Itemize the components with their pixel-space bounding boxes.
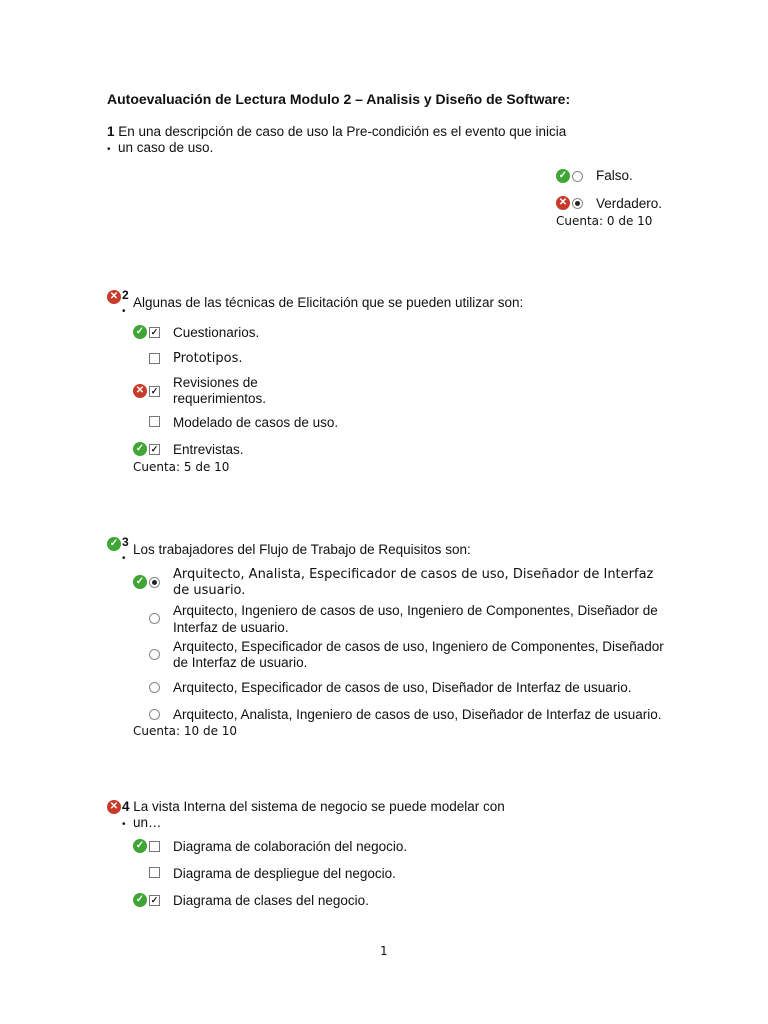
option-label: Diagrama de despliegue del negocio. <box>173 866 396 881</box>
page-number: 1 <box>380 944 388 958</box>
question-text: Algunas de las técnicas de Elicitación que se pueden utilizar son: <box>133 295 524 310</box>
option-label: Arquitecto, Especificador de casos de uso, Diseñador de Interfaz de usuario. <box>173 680 632 695</box>
checkbox-prototipos[interactable] <box>149 353 160 364</box>
check-circle-icon: ✓ <box>133 575 147 589</box>
checkbox-clases[interactable]: ✓ <box>150 895 159 905</box>
radio-option-3[interactable] <box>149 649 160 660</box>
option-label: Modelado de casos de uso. <box>173 415 339 430</box>
option-label: Entrevistas. <box>173 442 244 457</box>
option-label: Prototipos. <box>173 351 243 366</box>
checkbox-revisiones[interactable]: ✓ <box>150 386 159 396</box>
check-circle-icon: ✓ <box>133 893 147 907</box>
check-circle-icon: ✓ <box>133 442 147 456</box>
question-number: 4 <box>122 799 130 814</box>
option-label: Falso. <box>596 168 633 183</box>
checkbox-modelado[interactable] <box>149 416 160 427</box>
check-circle-icon: ✓ <box>133 839 147 853</box>
option-label: Cuestionarios. <box>173 325 260 340</box>
option-label: Verdadero. <box>596 196 663 211</box>
question-number: 3 <box>122 535 129 549</box>
question-text: La vista Interna del sistema de negocio se puede modelar con <box>133 799 505 814</box>
cross-circle-icon: ✕ <box>133 384 147 398</box>
bullet: • <box>107 144 111 155</box>
cross-circle-icon: ✕ <box>107 290 121 304</box>
radio-option-falso[interactable] <box>572 171 583 182</box>
score-label: Cuenta: 10 de 10 <box>133 724 238 738</box>
bullet: • <box>122 306 126 317</box>
cross-circle-icon: ✕ <box>107 800 121 814</box>
check-circle-icon: ✓ <box>107 537 121 551</box>
checkbox-colaboracion[interactable] <box>149 841 160 852</box>
checkbox-entrevistas[interactable]: ✓ <box>150 444 159 454</box>
page-title: Autoevaluación de Lectura Modulo 2 – Analisis y Diseño de Software: <box>107 91 571 107</box>
radio-option-4[interactable] <box>149 682 160 693</box>
cross-circle-icon: ✕ <box>556 196 570 210</box>
check-circle-icon: ✓ <box>556 169 570 183</box>
question-number: 1 <box>107 124 115 139</box>
question-4 <box>122 799 505 815</box>
option-label-cont: requerimientos. <box>173 391 267 406</box>
option-label: Diagrama de colaboración del negocio. <box>173 839 408 854</box>
score-label: Cuenta: 0 de 10 <box>556 214 653 228</box>
radio-option-2[interactable] <box>149 613 160 624</box>
option-label: Arquitecto, Especificador de casos de uso, Ingeniero de Componentes, Diseñador <box>173 639 664 654</box>
question-number: 2 <box>122 288 129 302</box>
option-label-cont: Interfaz de usuario. <box>173 620 289 635</box>
score-label: Cuenta: 5 de 10 <box>133 460 230 474</box>
check-circle-icon: ✓ <box>133 325 147 339</box>
question-1 <box>107 124 566 140</box>
option-label: Revisiones de <box>173 375 258 390</box>
option-label-cont: de usuario. <box>173 583 246 598</box>
radio-option-5[interactable] <box>149 709 160 720</box>
question-text: Los trabajadores del Flujo de Trabajo de Requisitos son: <box>133 542 471 557</box>
option-label-cont: de Interfaz de usuario. <box>173 655 308 670</box>
question-text-cont: un… <box>133 815 162 830</box>
radio-option-verdadero[interactable] <box>572 198 583 209</box>
option-label: Arquitecto, Analista, Especificador de casos de uso, Diseñador de Interfaz <box>173 567 654 582</box>
option-label: Diagrama de clases del negocio. <box>173 893 369 908</box>
radio-option-1[interactable] <box>149 577 160 588</box>
question-text: En una descripción de caso de uso la Pre-condición es el evento que inicia <box>118 124 567 139</box>
bullet: • <box>122 819 126 830</box>
option-label: Arquitecto, Analista, Ingeniero de casos de uso, Diseñador de Interfaz de usuario. <box>173 707 662 722</box>
option-label: Arquitecto, Ingeniero de casos de uso, Ingeniero de Componentes, Diseñador de <box>173 603 658 618</box>
question-text-cont: un caso de uso. <box>118 140 214 155</box>
checkbox-cuestionarios[interactable]: ✓ <box>150 327 159 337</box>
bullet: • <box>122 553 126 564</box>
checkbox-despliegue[interactable] <box>149 867 160 878</box>
